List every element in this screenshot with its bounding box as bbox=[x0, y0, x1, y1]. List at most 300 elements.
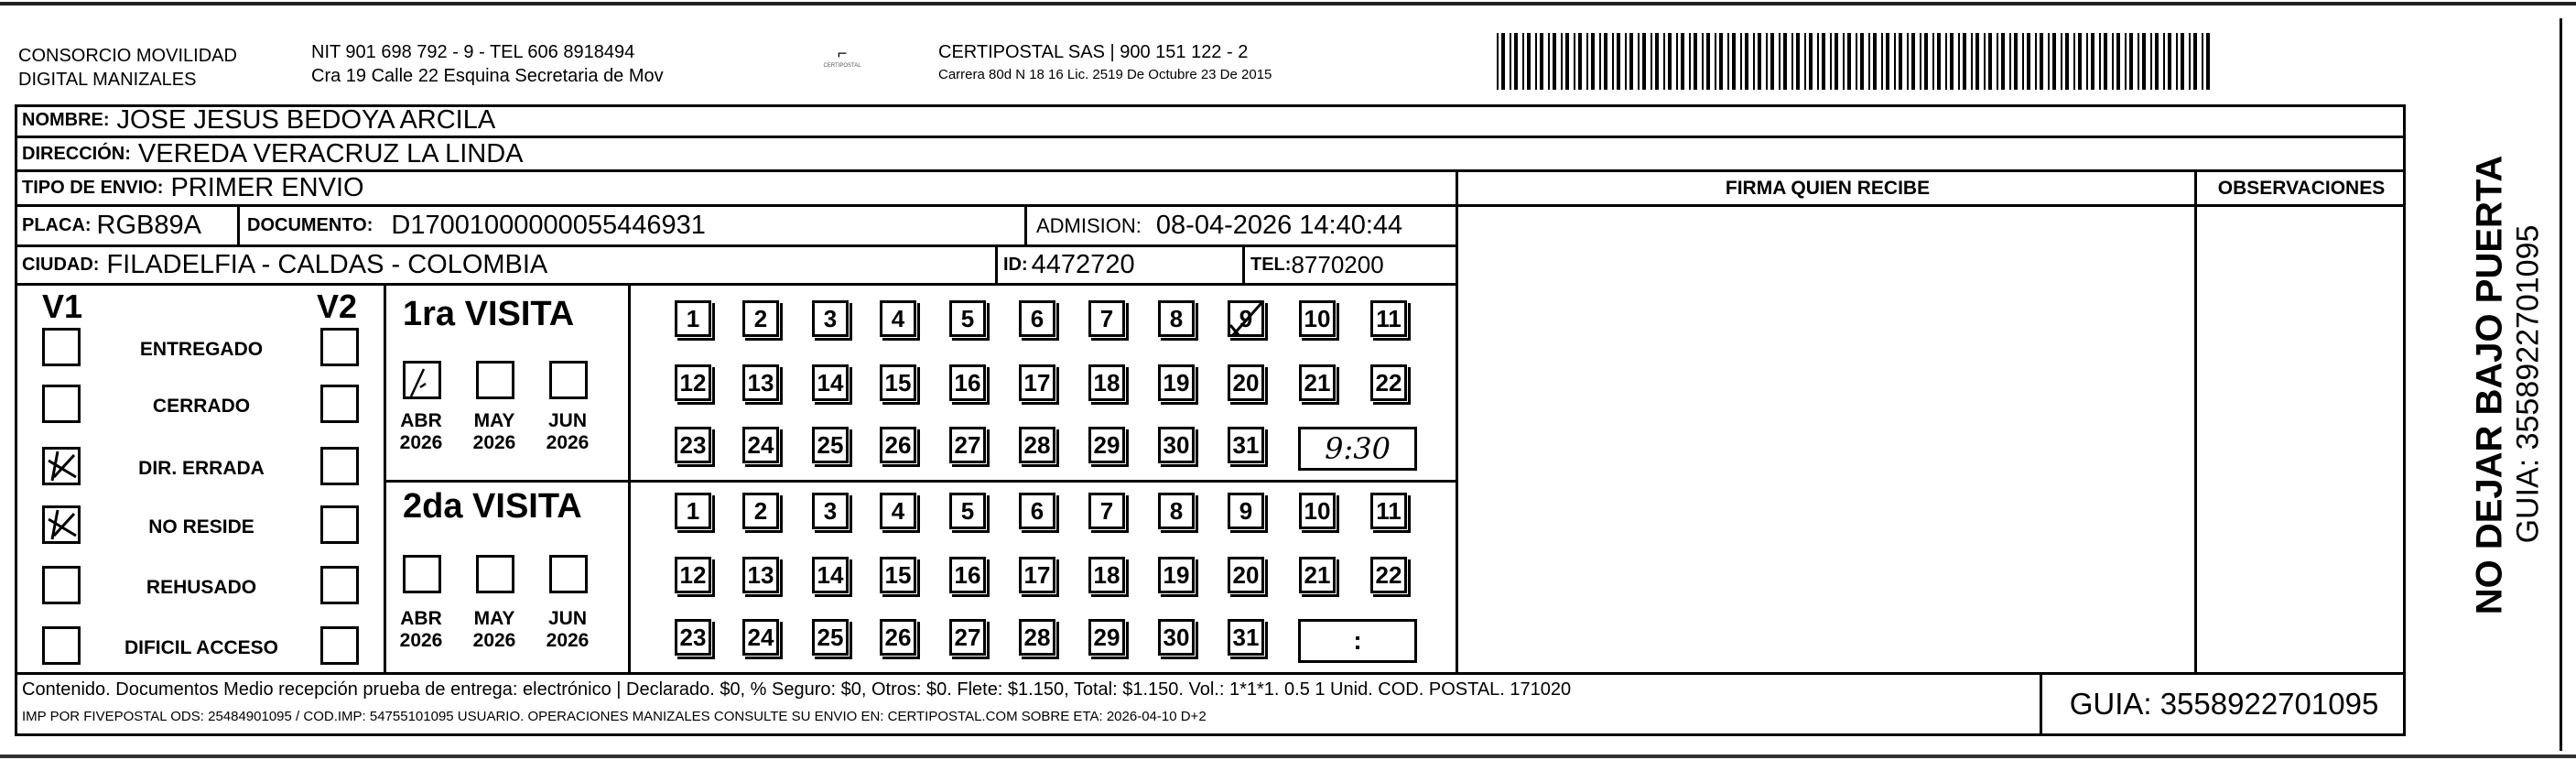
day-number: 29 bbox=[1093, 430, 1120, 459]
address-line: Cra 19 Calle 22 Esquina Secretaria de Mov bbox=[311, 66, 664, 86]
observaciones-label: OBSERVACIONES bbox=[2217, 177, 2386, 199]
barcode-bar bbox=[1719, 33, 1723, 90]
barcode-bar bbox=[1783, 33, 1787, 90]
v2-checkbox[interactable] bbox=[320, 328, 359, 366]
day-number: 8 bbox=[1169, 304, 1184, 332]
firma-header bbox=[1456, 172, 2197, 207]
visit2-day-box[interactable] bbox=[880, 619, 916, 656]
day-number: 31 bbox=[1232, 430, 1260, 459]
carrier-line2: Carrera 80d N 18 16 Lic. 2519 De Octubre 23 De 2015 bbox=[938, 67, 1272, 82]
visit2-day-box[interactable] bbox=[1228, 557, 1264, 593]
visit1-day-box[interactable] bbox=[742, 300, 779, 337]
barcode-bar bbox=[2150, 33, 2152, 90]
barcode-bar bbox=[1770, 33, 1774, 90]
barcode-bar bbox=[1510, 33, 1511, 90]
id-value: 4472720 bbox=[1031, 250, 1135, 279]
day-number: 20 bbox=[1232, 368, 1260, 396]
month-year: 2026 bbox=[546, 432, 590, 453]
day-number: 10 bbox=[1304, 496, 1331, 525]
month-year: 2026 bbox=[472, 432, 516, 453]
day-number: 5 bbox=[960, 496, 975, 525]
direccion-value: VEREDA VERACRUZ LA LINDA bbox=[137, 138, 524, 168]
barcode-bar bbox=[2176, 33, 2178, 90]
visit-divider-vertical bbox=[628, 286, 631, 672]
v1-checkbox[interactable] bbox=[42, 566, 81, 604]
barcode-bar bbox=[1830, 33, 1832, 90]
barcode-bar bbox=[2086, 33, 2088, 90]
day-number: 29 bbox=[1093, 623, 1120, 651]
barcode-bar bbox=[2052, 33, 2056, 90]
month-name: ABR bbox=[400, 410, 442, 431]
visit1-day-box[interactable] bbox=[880, 427, 916, 463]
barcode-bar bbox=[1565, 33, 1569, 90]
v2-checkbox[interactable] bbox=[320, 566, 359, 604]
day-number: 28 bbox=[1023, 430, 1051, 459]
visit2-day-box[interactable] bbox=[1088, 557, 1125, 593]
day-number: 14 bbox=[817, 368, 844, 396]
tel-cell bbox=[1245, 247, 1457, 283]
company-name bbox=[18, 44, 237, 92]
day-number: 27 bbox=[954, 623, 981, 651]
barcode-bar bbox=[1997, 33, 1998, 90]
company-info bbox=[311, 40, 664, 88]
visit2-day-box[interactable] bbox=[1158, 557, 1195, 593]
nit-line: NIT 901 698 792 - 9 - TEL 606 8918494 bbox=[311, 42, 635, 62]
day-number: 24 bbox=[747, 623, 774, 651]
day-number: 9 bbox=[1239, 304, 1253, 332]
visit2-day-box[interactable] bbox=[742, 619, 779, 656]
barcode-bar bbox=[1971, 33, 1973, 90]
visit2-day-box[interactable] bbox=[675, 493, 711, 529]
barcode-bar bbox=[1796, 33, 1800, 90]
visit2-day-box[interactable] bbox=[1228, 619, 1264, 656]
visit2-day-box[interactable] bbox=[949, 493, 986, 529]
visit2-day-box[interactable] bbox=[675, 619, 711, 656]
visit1-day-box[interactable] bbox=[1158, 427, 1195, 463]
barcode-bar bbox=[1553, 33, 1556, 90]
check-mark-icon bbox=[45, 450, 78, 483]
side-warning: NO DEJAR BAJO PUERTA bbox=[2469, 155, 2510, 615]
carrier-logo bbox=[810, 44, 874, 81]
visit2-day-box[interactable] bbox=[1019, 557, 1055, 593]
day-number: 9 bbox=[1239, 496, 1253, 525]
barcode-bar bbox=[2099, 33, 2101, 90]
barcode-bar bbox=[1835, 33, 1838, 90]
visit2-time-box bbox=[1298, 619, 1417, 663]
barcode-bar bbox=[1574, 33, 1575, 90]
admision-value: 08-04-2026 14:40:44 bbox=[1155, 211, 1403, 240]
v2-checkbox[interactable] bbox=[320, 385, 359, 423]
day-number: 1 bbox=[686, 304, 700, 332]
visit2-day-box[interactable] bbox=[1088, 493, 1125, 529]
status-option-label: ENTREGADO bbox=[139, 339, 264, 360]
visit2-day-box[interactable] bbox=[1088, 619, 1125, 656]
barcode-bar bbox=[1958, 33, 1960, 90]
barcode-bar bbox=[1745, 33, 1748, 90]
check-mark-icon bbox=[45, 508, 78, 541]
visit1-day-box[interactable] bbox=[1019, 364, 1055, 401]
barcode-bar bbox=[2027, 33, 2030, 90]
barcode-bar bbox=[1702, 33, 1704, 90]
visit2-day-box[interactable] bbox=[1019, 493, 1055, 529]
barcode-bar bbox=[1894, 33, 1896, 90]
v1-checkbox[interactable] bbox=[42, 626, 81, 665]
month-year: 2026 bbox=[399, 432, 443, 453]
barcode-bar bbox=[2168, 33, 2171, 90]
visit1-day-box[interactable] bbox=[1158, 300, 1195, 337]
visit2-day-box[interactable] bbox=[1299, 493, 1336, 529]
month-name: MAY bbox=[473, 608, 515, 629]
tipo-row bbox=[15, 172, 1457, 207]
visit2-month-checkbox[interactable] bbox=[403, 555, 441, 593]
barcode-bar bbox=[1689, 33, 1691, 90]
status-option-label: NO RESIDE bbox=[148, 516, 254, 537]
day-number: 18 bbox=[1093, 560, 1120, 589]
barcode-bar bbox=[1937, 33, 1941, 90]
day-number: 19 bbox=[1163, 560, 1190, 589]
day-number: 22 bbox=[1375, 560, 1402, 589]
day-number: 30 bbox=[1163, 623, 1190, 651]
barcode-bar bbox=[1727, 33, 1729, 90]
day-number: 18 bbox=[1093, 368, 1120, 396]
day-number: 14 bbox=[817, 560, 844, 589]
month-year: 2026 bbox=[399, 630, 443, 651]
visit1-month-label bbox=[394, 410, 449, 454]
day-number: 21 bbox=[1304, 368, 1331, 396]
barcode-bar bbox=[2129, 33, 2133, 90]
documento-value: D17001000000055446931 bbox=[391, 211, 706, 240]
barcode-bar bbox=[1804, 33, 1806, 90]
visit1-day-box[interactable] bbox=[1019, 427, 1055, 463]
visit1-day-box[interactable] bbox=[1158, 364, 1195, 401]
day-number: 11 bbox=[1376, 304, 1402, 332]
barcode-bar bbox=[1522, 33, 1524, 90]
visit2-month-checkbox[interactable] bbox=[549, 555, 588, 593]
visit1-title: 1ra VISITA bbox=[403, 295, 575, 333]
visit2-day-box[interactable] bbox=[949, 619, 986, 656]
visit1-day-box[interactable] bbox=[1299, 364, 1336, 401]
right-edge-line bbox=[2560, 18, 2562, 751]
tipo-label: TIPO DE ENVIO: bbox=[22, 178, 164, 198]
observaciones-header bbox=[2197, 172, 2406, 207]
status-option-label: DIFICIL ACCESO bbox=[124, 637, 278, 658]
visit2-day-box[interactable] bbox=[812, 493, 849, 529]
barcode-bar bbox=[1651, 33, 1652, 90]
barcode-bar bbox=[1975, 33, 1979, 90]
day-number: 15 bbox=[884, 368, 912, 396]
barcode-bar bbox=[1843, 33, 1845, 90]
visit1-month-checkbox[interactable] bbox=[403, 361, 441, 399]
barcode-bar bbox=[2035, 33, 2037, 90]
barcode-bar bbox=[1758, 33, 1761, 90]
ciudad-cell bbox=[15, 247, 998, 283]
barcode-bar bbox=[1548, 33, 1550, 90]
v1-checkbox[interactable] bbox=[42, 385, 81, 423]
visit1-day-box[interactable] bbox=[1088, 300, 1125, 337]
day-number: 28 bbox=[1023, 623, 1051, 651]
month-year: 2026 bbox=[472, 630, 516, 651]
barcode-bar bbox=[1497, 33, 1499, 90]
visit-divider-horizontal bbox=[384, 480, 1456, 483]
visit1-month-label bbox=[467, 410, 522, 454]
barcode-bar bbox=[2206, 33, 2210, 90]
visit1-day-box[interactable] bbox=[675, 300, 711, 337]
barcode-bar bbox=[1881, 33, 1883, 90]
day-number: 13 bbox=[747, 368, 774, 396]
v2-checkbox[interactable] bbox=[320, 626, 359, 665]
visit1-day-box[interactable] bbox=[1088, 427, 1125, 463]
bottom-edge-line bbox=[0, 755, 2576, 758]
visit1-day-box[interactable] bbox=[1228, 427, 1264, 463]
barcode-bar bbox=[1668, 33, 1672, 90]
barcode-bar bbox=[1527, 33, 1531, 90]
barcode-bar bbox=[1681, 33, 1684, 90]
barcode-bar bbox=[1638, 33, 1640, 90]
top-edge-line bbox=[0, 2, 2576, 5]
footer-line2: IMP POR FIVEPOSTAL ODS: 25484901095 / COD.IMP: 54755101095 USUARIO. OPERACIONES MANIZALES CONSULTE SU ENVIO EN: CERTIPOSTAL.COM SOBRE ETA: 2026-04-10 D+2 bbox=[22, 709, 1207, 724]
barcode-bar bbox=[1868, 33, 1870, 90]
barcode-bar bbox=[2001, 33, 2005, 90]
day-number: 6 bbox=[1030, 304, 1044, 332]
barcode-bar bbox=[2163, 33, 2165, 90]
barcode-bar bbox=[1950, 33, 1954, 90]
visit2-day-box[interactable] bbox=[1019, 619, 1055, 656]
visit2-day-box[interactable] bbox=[812, 557, 849, 593]
day-number: 22 bbox=[1375, 368, 1402, 396]
barcode-bar bbox=[1779, 33, 1780, 90]
barcode-bar bbox=[1694, 33, 1697, 90]
visit2-day-box[interactable] bbox=[880, 557, 916, 593]
visit2-time: : bbox=[1353, 626, 1362, 655]
barcode-bar bbox=[1599, 33, 1601, 90]
barcode-bar bbox=[2022, 33, 2024, 90]
visit1-day-box[interactable] bbox=[880, 364, 916, 401]
barcode-bar bbox=[1847, 33, 1851, 90]
barcode-bar bbox=[1706, 33, 1710, 90]
visit1-month-checkbox[interactable] bbox=[476, 361, 514, 399]
day-number: 12 bbox=[679, 368, 707, 396]
barcode-bar bbox=[1578, 33, 1582, 90]
barcode-bar bbox=[1963, 33, 1966, 90]
nombre-label: NOMBRE: bbox=[22, 109, 110, 130]
barcode-bar bbox=[2112, 33, 2114, 90]
barcode-bar bbox=[2104, 33, 2107, 90]
ciudad-value: FILADELFIA - CALDAS - COLOMBIA bbox=[106, 250, 548, 279]
barcode-bar bbox=[1591, 33, 1595, 90]
barcode-bar bbox=[2073, 33, 2075, 90]
day-number: 17 bbox=[1023, 368, 1051, 396]
visit1-time: 9:30 bbox=[1325, 431, 1391, 466]
day-number: 8 bbox=[1169, 496, 1184, 525]
barcode-bar bbox=[1907, 33, 1909, 90]
direccion-label: DIRECCIÓN: bbox=[22, 143, 131, 164]
month-name: ABR bbox=[400, 608, 442, 629]
barcode-bar bbox=[1535, 33, 1537, 90]
visit1-day-box[interactable] bbox=[1228, 300, 1264, 337]
visit1-day-box[interactable] bbox=[812, 427, 849, 463]
visit1-day-box[interactable] bbox=[812, 364, 849, 401]
barcode-bar bbox=[1817, 33, 1819, 90]
barcode-bar bbox=[1860, 33, 1864, 90]
v2-checkbox[interactable] bbox=[320, 505, 359, 544]
visit1-day-box[interactable] bbox=[880, 300, 916, 337]
visit1-month-label bbox=[540, 410, 595, 454]
visit1-day-box[interactable] bbox=[949, 300, 986, 337]
day-number: 20 bbox=[1232, 560, 1260, 589]
visit2-day-box[interactable] bbox=[1299, 557, 1336, 593]
barcode-bar bbox=[1822, 33, 1825, 90]
barcode-bar bbox=[2061, 33, 2062, 90]
visit2-day-box[interactable] bbox=[742, 557, 779, 593]
barcode-bar bbox=[2138, 33, 2139, 90]
footer-guia-box bbox=[2040, 672, 2406, 736]
visit1-day-box[interactable] bbox=[1370, 364, 1407, 401]
day-number: 1 bbox=[686, 496, 700, 525]
id-cell bbox=[998, 247, 1245, 283]
barcode-bar bbox=[1911, 33, 1915, 90]
barcode-bar bbox=[2202, 33, 2203, 90]
company-line1: CONSORCIO MOVILIDAD bbox=[18, 46, 237, 66]
visit2-day-box[interactable] bbox=[949, 557, 986, 593]
barcode-bar bbox=[1809, 33, 1813, 90]
barcode-bar bbox=[2125, 33, 2127, 90]
day-number: 16 bbox=[954, 560, 981, 589]
firma-label: FIRMA QUIEN RECIBE bbox=[1725, 177, 1931, 199]
visit1-day-box[interactable] bbox=[949, 427, 986, 463]
barcode-bar bbox=[2065, 33, 2069, 90]
visit2-month-label bbox=[394, 608, 449, 652]
barcode-bar bbox=[1886, 33, 1889, 90]
admision-cell bbox=[1027, 207, 1457, 244]
visit2-day-box[interactable] bbox=[1370, 493, 1407, 529]
visit1-day-box[interactable] bbox=[1088, 364, 1125, 401]
barcode-bar bbox=[2040, 33, 2043, 90]
visit1-day-box[interactable] bbox=[949, 364, 986, 401]
documento-cell bbox=[240, 207, 1027, 244]
barcode-bar bbox=[2193, 33, 2197, 90]
visit1-day-box[interactable] bbox=[1228, 364, 1264, 401]
day-number: 7 bbox=[1099, 304, 1114, 332]
visit2-day-box[interactable] bbox=[880, 493, 916, 529]
visit1-day-box[interactable] bbox=[742, 427, 779, 463]
day-number: 16 bbox=[954, 368, 981, 396]
barcode-bar bbox=[1856, 33, 1857, 90]
visit2-day-box[interactable] bbox=[1158, 493, 1195, 529]
day-number: 5 bbox=[960, 304, 975, 332]
day-number: 4 bbox=[891, 496, 905, 525]
visit1-day-box[interactable] bbox=[675, 427, 711, 463]
barcode-bar bbox=[1899, 33, 1902, 90]
barcode-bar bbox=[1586, 33, 1588, 90]
visit1-day-box[interactable] bbox=[1019, 300, 1055, 337]
v1-checkbox[interactable] bbox=[42, 328, 81, 366]
visit2-month-label bbox=[467, 608, 522, 652]
barcode-bar bbox=[1984, 33, 1986, 90]
visit1-day-box[interactable] bbox=[1299, 300, 1336, 337]
visit2-title: 2da VISITA bbox=[403, 487, 582, 526]
documento-label: DOCUMENTO: bbox=[247, 215, 373, 235]
carrier-logo-text: CERTIPOSTAL bbox=[823, 63, 861, 69]
barcode-bar bbox=[2189, 33, 2191, 90]
check-mark-icon bbox=[406, 364, 438, 396]
day-number: 2 bbox=[753, 496, 768, 525]
day-number: 31 bbox=[1232, 623, 1260, 651]
day-number: 27 bbox=[954, 430, 981, 459]
placa-label: PLACA: bbox=[22, 215, 92, 235]
day-number: 23 bbox=[679, 623, 707, 651]
barcode-bar bbox=[1740, 33, 1742, 90]
ciudad-label: CIUDAD: bbox=[22, 255, 100, 275]
visit2-month-checkbox[interactable] bbox=[476, 555, 514, 593]
status-option-label: REHUSADO bbox=[146, 577, 257, 598]
visit2-day-box[interactable] bbox=[1158, 619, 1195, 656]
visit1-month-checkbox[interactable] bbox=[549, 361, 588, 399]
visit2-day-box[interactable] bbox=[742, 493, 779, 529]
ciudad-row bbox=[15, 247, 1457, 286]
barcode-bar bbox=[1514, 33, 1518, 90]
day-number: 17 bbox=[1023, 560, 1051, 589]
nombre-value: JOSE JESUS BEDOYA ARCILA bbox=[116, 104, 496, 135]
nombre-row bbox=[15, 104, 2406, 138]
day-number: 19 bbox=[1163, 368, 1190, 396]
status-option-label: CERRADO bbox=[152, 396, 251, 417]
day-number: 21 bbox=[1304, 560, 1331, 589]
day-number: 11 bbox=[1376, 496, 1402, 525]
barcode-bar bbox=[2155, 33, 2159, 90]
day-number: 30 bbox=[1163, 430, 1190, 459]
day-number: 3 bbox=[823, 304, 838, 332]
barcode-bar bbox=[2142, 33, 2146, 90]
day-number: 23 bbox=[679, 430, 707, 459]
tipo-value: PRIMER ENVIO bbox=[170, 173, 364, 202]
visit1-day-box[interactable] bbox=[812, 300, 849, 337]
barcode-bar bbox=[1945, 33, 1947, 90]
visit1-day-box[interactable] bbox=[675, 364, 711, 401]
day-number: 24 bbox=[747, 430, 774, 459]
v2-checkbox[interactable] bbox=[320, 447, 359, 485]
barcode-bar bbox=[2116, 33, 2120, 90]
visit2-day-box[interactable] bbox=[1370, 557, 1407, 593]
day-number: 7 bbox=[1099, 496, 1114, 525]
month-name: JUN bbox=[547, 608, 587, 629]
visit1-day-box[interactable] bbox=[1370, 300, 1407, 337]
v1-checkbox[interactable] bbox=[42, 505, 81, 544]
day-number: 13 bbox=[747, 560, 774, 589]
barcode-bar bbox=[1612, 33, 1614, 90]
admision-label: ADMISION: bbox=[1036, 213, 1142, 237]
barcode-bar bbox=[1715, 33, 1716, 90]
day-number: 2 bbox=[753, 304, 768, 332]
barcode-bar bbox=[2048, 33, 2050, 90]
visit2-day-box[interactable] bbox=[675, 557, 711, 593]
barcode-bar bbox=[1988, 33, 1992, 90]
visit2-day-box[interactable] bbox=[1228, 493, 1264, 529]
barcode-bar bbox=[1604, 33, 1607, 90]
v1-checkbox[interactable] bbox=[42, 447, 81, 485]
day-number: 25 bbox=[817, 623, 844, 651]
barcode-bar bbox=[1873, 33, 1877, 90]
day-number: 26 bbox=[884, 623, 912, 651]
tel-label: TEL: bbox=[1250, 255, 1292, 275]
month-name: JUN bbox=[547, 410, 587, 431]
day-number: 15 bbox=[884, 560, 912, 589]
day-number: 4 bbox=[891, 304, 905, 332]
visit1-day-box[interactable] bbox=[742, 364, 779, 401]
footer-guia: GUIA: 3558922701095 bbox=[2069, 687, 2379, 721]
company-line2: DIGITAL MANIZALES bbox=[18, 70, 197, 90]
visit2-day-box[interactable] bbox=[812, 619, 849, 656]
barcode-bar bbox=[1501, 33, 1505, 90]
